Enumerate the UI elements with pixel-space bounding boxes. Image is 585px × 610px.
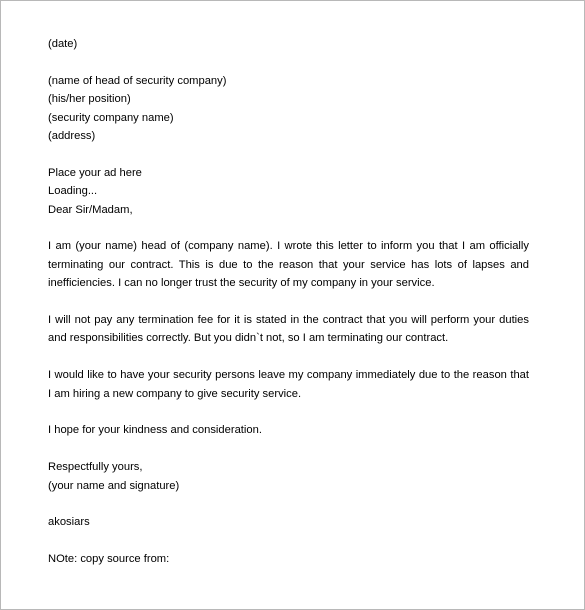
recipient-position: (his/her position)	[48, 93, 131, 106]
paragraph-kindness: I hope for your kindness and consideration.	[48, 424, 262, 437]
author-name: akosiars	[48, 516, 90, 529]
spacer	[48, 219, 529, 237]
paragraph-termination-notice: I am (your name) head of (company name). I wrote this letter to inform you that I am officially terminating our contract. This is due to the reason that your service has lots of lapses and inefficiencies. I can no longer trust the security of my company in your service.	[48, 240, 529, 290]
recipient-address: (address)	[48, 130, 96, 143]
closing: Respectfully yours,	[48, 461, 143, 474]
source-note: NOte: copy source from:	[48, 553, 170, 566]
spacer	[48, 440, 529, 458]
paragraph-termination-fee: I will not pay any termination fee for it is stated in the contract that you will perform your duties and responsibilities correctly. But you didn`t not, so I am terminating our contract.	[48, 314, 529, 345]
spacer	[48, 403, 529, 421]
spacer	[48, 53, 529, 71]
spacer	[48, 532, 529, 550]
loading-text: Loading...	[48, 185, 98, 198]
recipient-name: (name of head of security company)	[48, 74, 227, 87]
letter-body	[48, 35, 529, 569]
date-line: (date)	[48, 38, 78, 50]
paragraph-leave-request: I would like to have your security persons leave my company immediately due to the reason that I am hiring a new company to give security service.	[48, 369, 529, 400]
ad-placeholder: Place your ad here	[48, 166, 142, 179]
spacer	[48, 145, 529, 163]
spacer	[48, 348, 529, 366]
signature-line: (your name and signature)	[48, 479, 180, 492]
spacer	[48, 495, 529, 513]
spacer	[48, 293, 529, 311]
salutation: Dear Sir/Madam,	[48, 203, 133, 216]
recipient-company: (security company name)	[48, 111, 174, 124]
